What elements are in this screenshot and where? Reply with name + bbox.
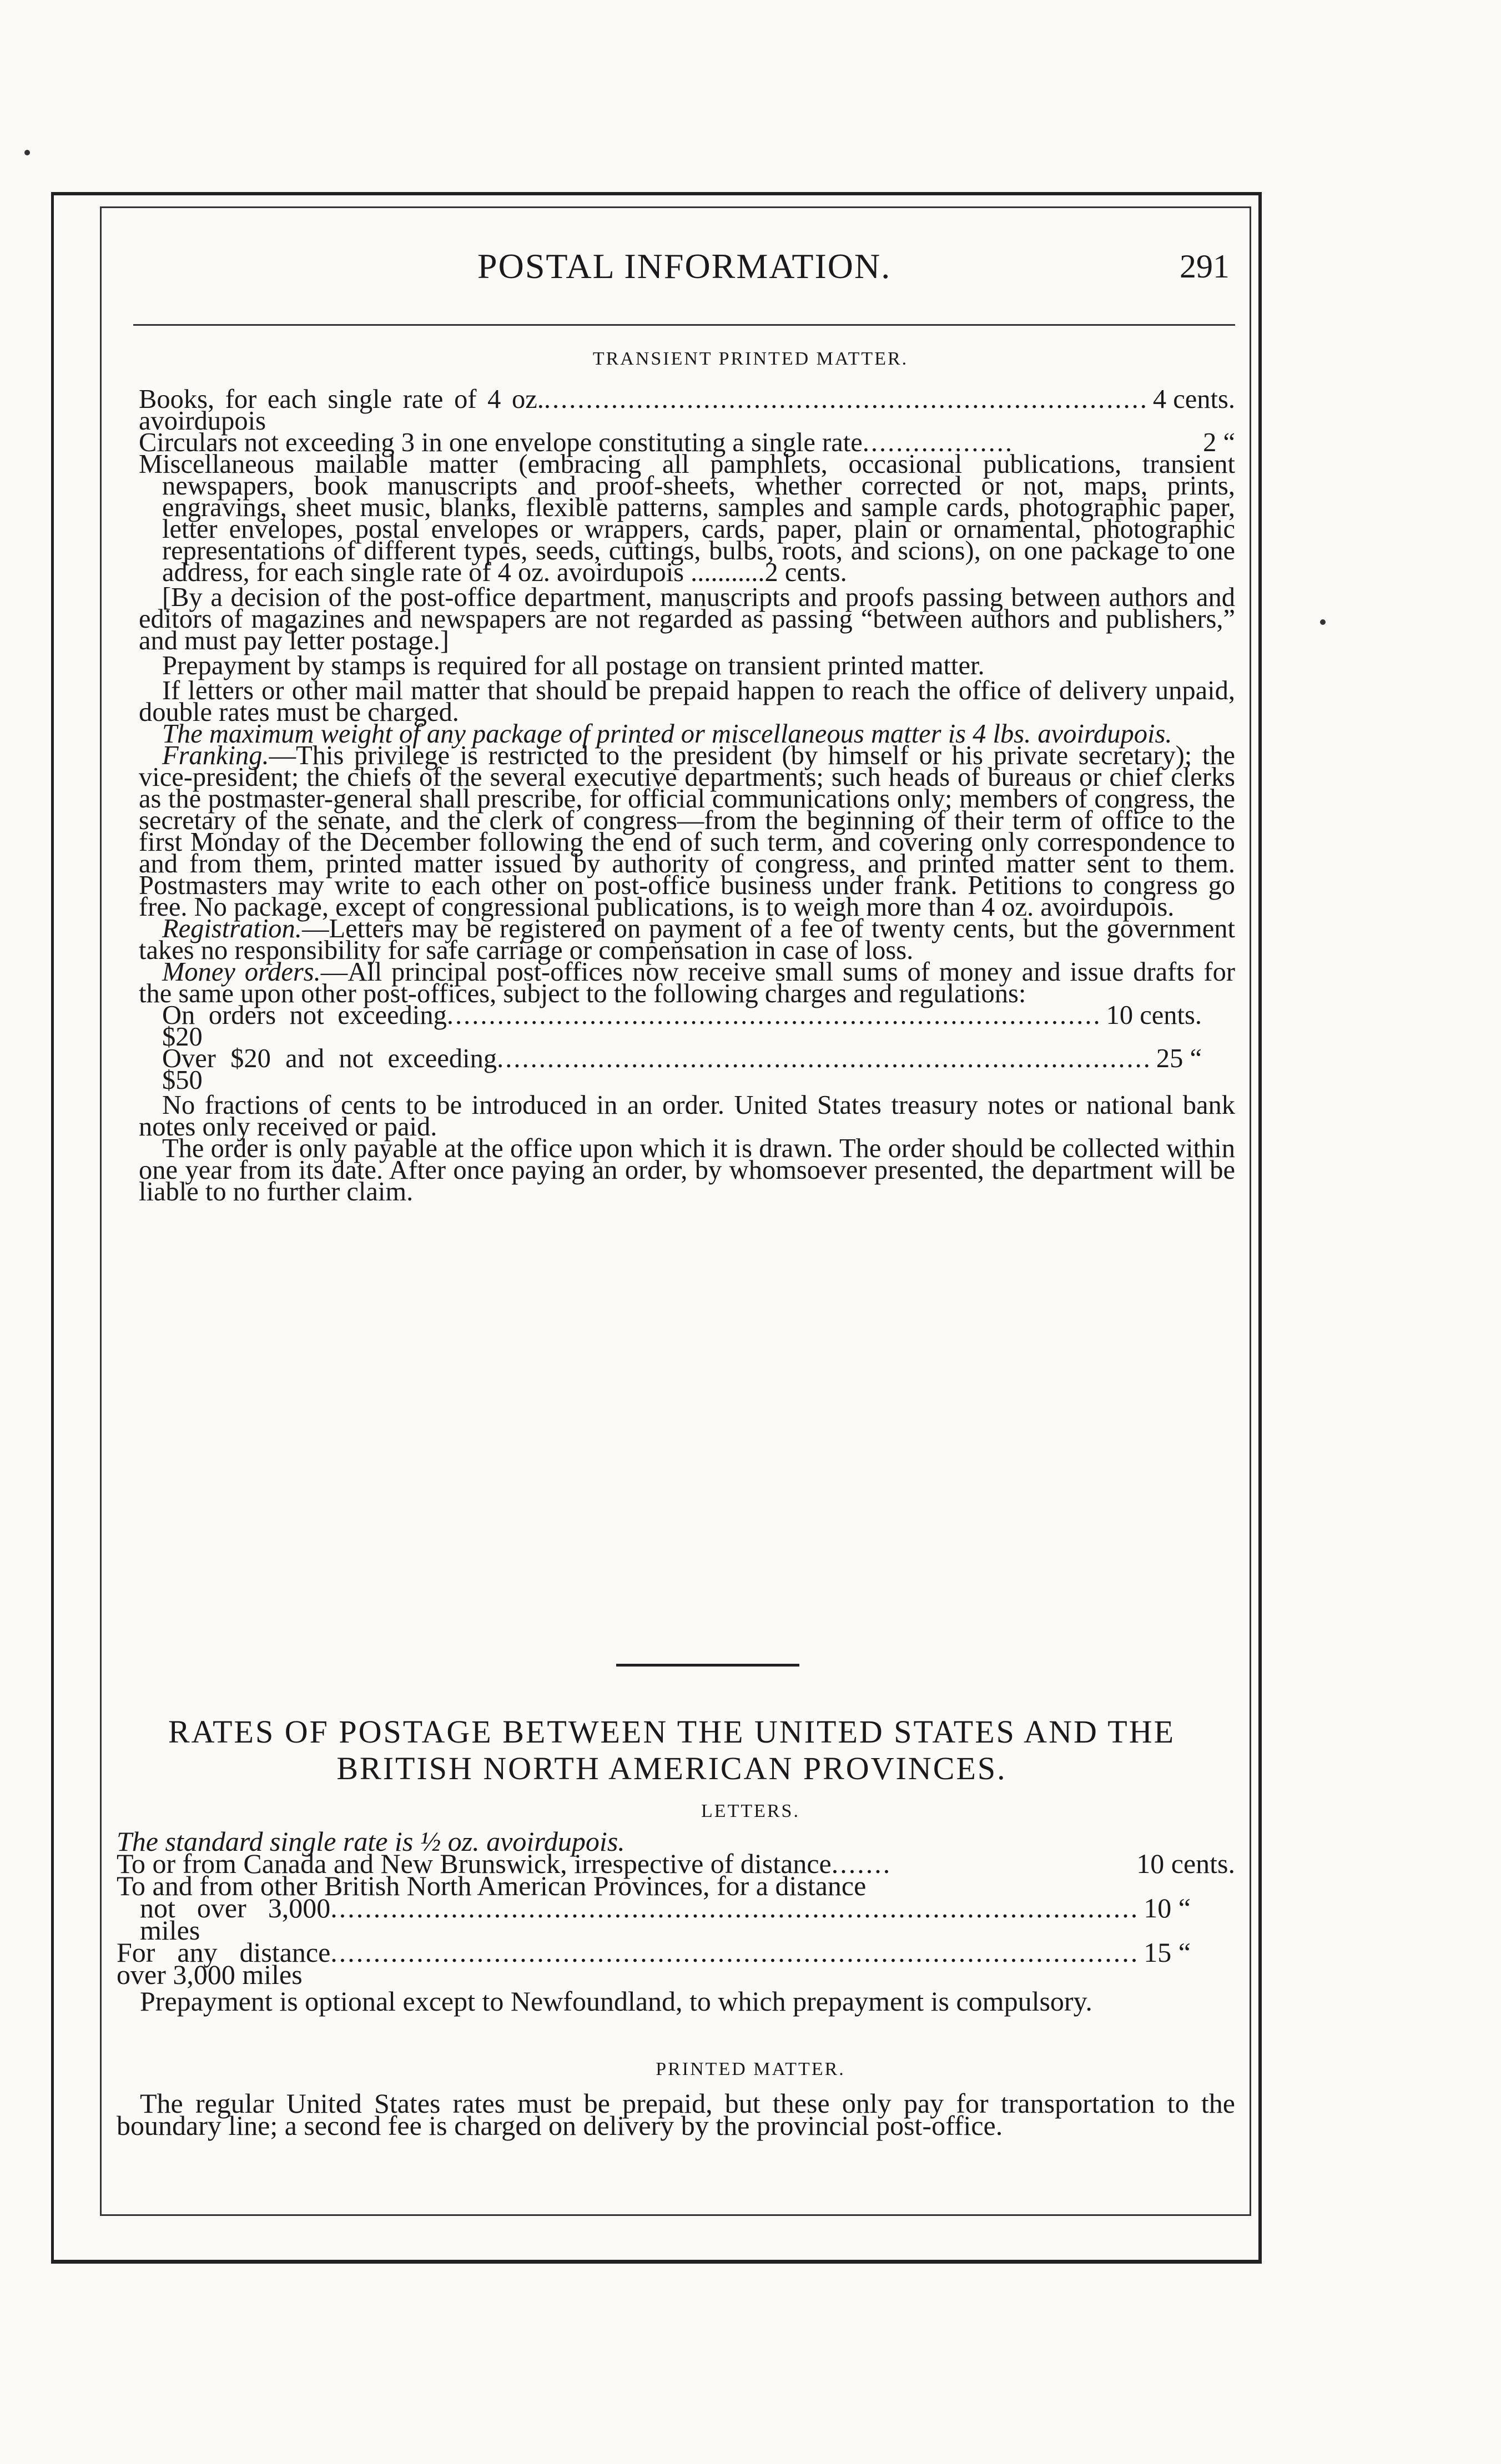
unpaid-note: If letters or other mail matter that should be prepaid happen to reach the office of delivery unpaid, double rates must be charged. xyxy=(139,676,1235,727)
standard-rate: The standard single rate is ½ oz. avoirdupois. xyxy=(117,1826,625,1857)
printed-matter-note: The regular United States rates must be prepaid, but these only pay for transportation to the boundary line; a second fee is charged on delivery by the provincial post-office. xyxy=(117,2088,1235,2141)
decision-note: [By a decision of the post-office department, manuscripts and proofs passing between authors and editors of magazines and newspapers are not regarded as passing “between authors and publishers,” and must pay letter postage.] xyxy=(139,583,1235,655)
british-section-title: RATES OF POSTAGE BETWEEN THE UNITED STATES AND THE BRITISH NORTH AMERICAN PROVINCES. xyxy=(168,1714,1176,1786)
header-rule xyxy=(133,324,1235,326)
british-letters-body xyxy=(117,1826,1235,2017)
rate-under-3000: not over 3,000 miles .............................................................................................. 10 “ xyxy=(140,1892,1191,1946)
rate-circulars: Circulars not exceeding 3 in one envelope constituting a single rate .................. 2 “ xyxy=(139,428,1235,457)
rate-over-3000: For any distance over 3,000 miles .............................................................................................. 15 “ xyxy=(117,1937,1191,1990)
printed-matter-body xyxy=(117,2088,1235,2141)
prepayment-optional-note: Prepayment is optional except to Newfoundland, to which prepayment is compulsory. xyxy=(140,1986,1092,2017)
order-fee-20: On orders not exceeding $20 .............................................................................. 10 cents. xyxy=(162,1001,1202,1052)
running-head: POSTAL INFORMATION. xyxy=(477,246,891,286)
registration-paragraph: Registration.—Letters may be registered on payment of a fee of twenty cents, but the government takes no responsibility for safe carriage or compensation in case of loss. xyxy=(139,914,1235,965)
stray-mark xyxy=(24,150,30,155)
rate-canada: To or from Canada and New Brunswick, irrespective of distance ....... 10 cents. xyxy=(117,1848,1235,1879)
payable-note: The order is only payable at the office upon which it is drawn. The order should be collected within one year from its date. After once paying an order, by whomsoever presented, the department will be liable to no further claim. xyxy=(139,1134,1235,1206)
rate-miscellaneous: Miscellaneous mailable matter (embracing all pamphlets, occasional publications, transient newspapers, book manuscripts and proof-sheets, whether corrected or not, maps, prints, engravings, sheet music, blanks, flexible patterns, samples and sample cards, photographic paper, letter envelopes, postal envelopes or wrappers, cards, paper, plain or ornamental, photographic representations of different types, seeds, cuttings, bulbs, roots, and scions), on one package to one address, for each single rate of 4 oz. avoirdupois ...........2 cents. xyxy=(139,450,1235,587)
franking-paragraph: Franking.—This privilege is restricted to the president (by himself or his private secretary); the vice-president; the chiefs of the several executive departments; such heads of bureaus or chief clerks as the postmaster-general shall prescribe, for official communications only; members of congress, the secretary of the senate, and the clerk of congress—from the beginning of their term of office to the first Monday of the December following the end of such term, and covering only correspondence to and from them, printed matter issued by authority of congress, and printed matter sent to them. Postmasters may write to each other on post-office business under frank. Petitions to congress go free. No package, except of congressional publications, is to weigh more than 4 oz. avoirdupois. xyxy=(139,741,1235,922)
rate-books: Books, for each single rate of 4 oz. avoirdupois ........................................................................ 4 cents. xyxy=(139,385,1235,436)
max-weight-note: The maximum weight of any package of printed or miscellaneous matter is 4 lbs. avoirdupois. xyxy=(162,719,1172,749)
page-number: 291 xyxy=(1180,248,1230,285)
letters-heading: LETTERS. xyxy=(701,1801,800,1821)
transient-body xyxy=(139,385,1235,1206)
section-heading-transient: TRANSIENT PRINTED MATTER. xyxy=(592,349,909,369)
stray-mark xyxy=(1320,619,1326,625)
printed-matter-heading: PRINTED MATTER. xyxy=(656,2059,845,2079)
money-orders-paragraph: Money orders.—All principal post-offices now receive small sums of money and issue drafts for the same upon other post-offices, subject to the following charges and regulations: xyxy=(139,957,1235,1008)
order-fee-50: Over $20 and not exceeding $50 .............................................................................. 25 “ xyxy=(162,1044,1202,1095)
rate-other-provinces: To and from other British North American Provinces, for a distance xyxy=(117,1870,867,1901)
section-divider xyxy=(616,1664,799,1667)
prepayment-note: Prepayment by stamps is required for all postage on transient printed matter. xyxy=(162,651,985,680)
fractions-note: No fractions of cents to be introduced in an order. United States treasury notes or national bank notes only received or paid. xyxy=(139,1090,1235,1142)
